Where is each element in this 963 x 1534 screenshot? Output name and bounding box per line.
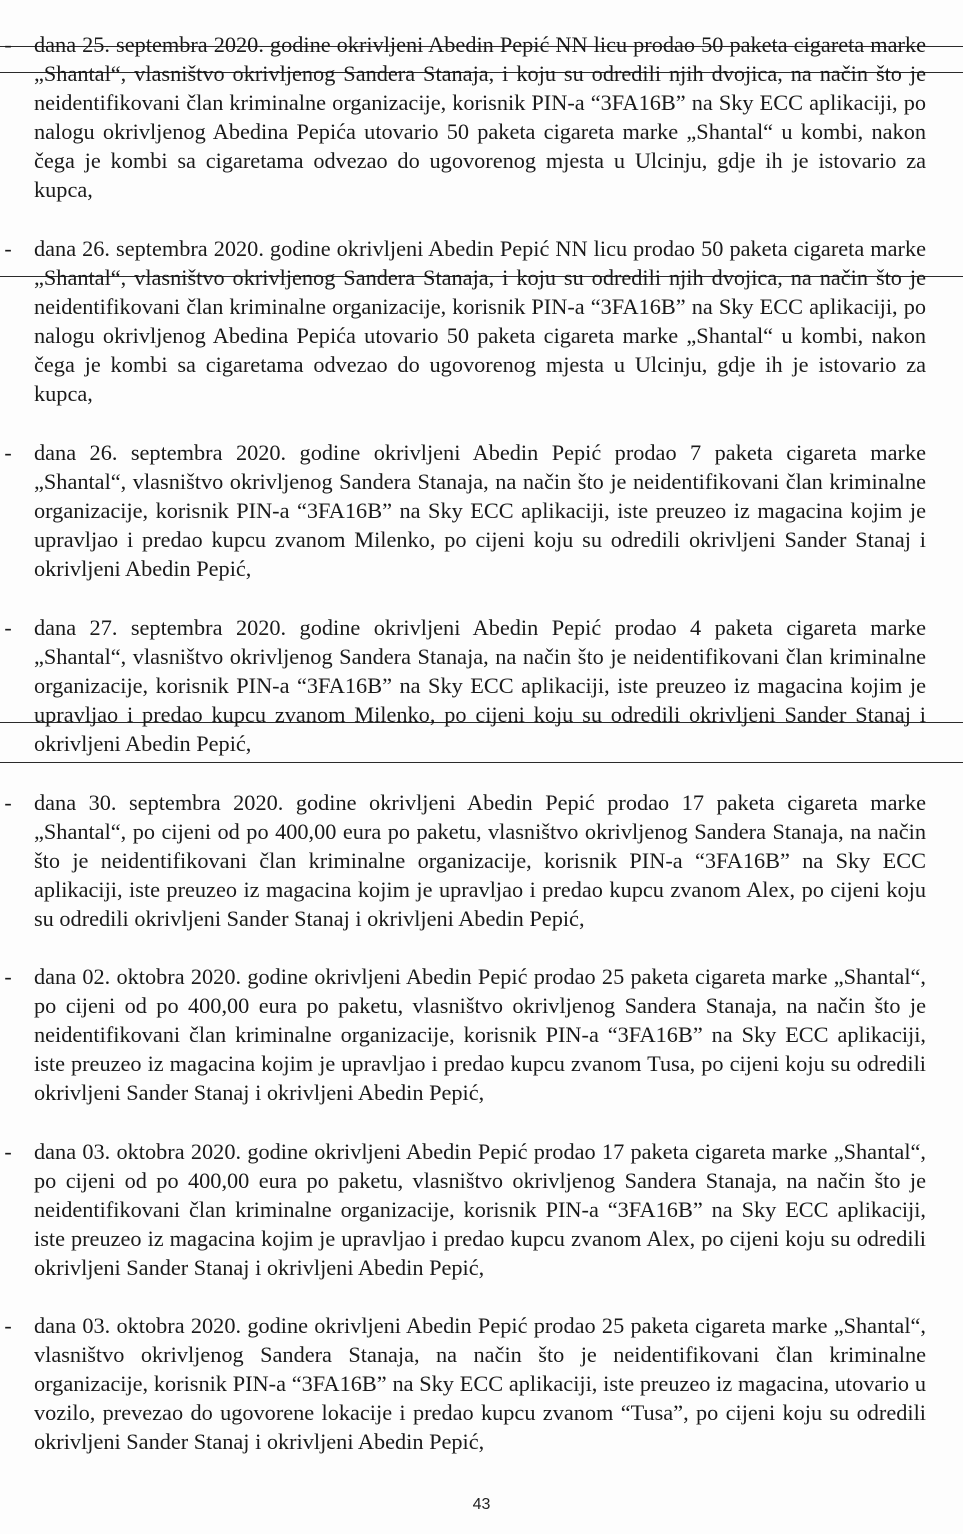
paragraph-text: dana 25. septembra 2020. godine okrivljeni Abedin Pepić NN licu prodao 50 paketa cigareta marke „Shantal“, vlasništvo okrivljenog Sandera Stanaja, i koju su odredili njih dvojica, na način što je neidentifikovani član kriminalne organizacije, korisnik PIN-a “3FA16B” na Sky ECC aplikaciji, po nalogu okrivljenog Abedina Pepića utovario 50 paketa cigareta marke „Shantal“ u kombi, nakon čega je kombi sa cigaretama odvezao do ugovorenog mjesta u Ulcinju, gdje ih je istovario za kupca, (34, 32, 926, 203)
paragraph-text: dana 03. oktobra 2020. godine okrivljeni Abedin Pepić prodao 25 paketa cigareta marke „Shantal“, vlasništvo okrivljenog Sandera Stanaja, na način što je neidentifikovani član kriminalne organizacije, korisnik PIN-a “3FA16B” na Sky ECC aplikaciji, iste preuzeo iz magacina, utovario u vozilo, prevezao do ugovorene lokacije i predao kupcu zvanom “Tusa”, po cijeni koju su odredili okrivljeni Sander Stanaj i okrivljeni Abedin Pepić, (34, 1313, 926, 1455)
list-bullet: - (4, 1313, 12, 1338)
page-number: 43 (472, 1496, 491, 1513)
list-bullet: - (4, 236, 12, 261)
list-bullet: - (4, 615, 12, 640)
paragraph-text: dana 26. septembra 2020. godine okrivljeni Abedin Pepić prodao 7 paketa cigareta marke „Shantal“, vlasništvo okrivljenog Sandera Stanaja, na način što je neidentifikovani član kriminalne organizacije, korisnik PIN-a “3FA16B” na Sky ECC aplikaciji, iste preuzeo iz magacina kojim je upravljao i predao kupcu zvanom Milenko, po cijeni koju su odredili okrivljeni Sander Stanaj i okrivljeni Abedin Pepić, (34, 440, 926, 582)
list-bullet: - (4, 32, 12, 57)
paragraph-text: dana 03. oktobra 2020. godine okrivljeni Abedin Pepić prodao 17 paketa cigareta marke „Shantal“, po cijeni od po 400,00 eura po paketu, vlasništvo okrivljenog Sandera Stanaja, na način što je neidentifikovani član kriminalne organizacije, korisnik PIN-a “3FA16B” na Sky ECC aplikaciji, iste preuzeo iz magacina kojim je upravljao i predao kupcu zvanom Alex, po cijeni koju su odredili okrivljeni Sander Stanaj i okrivljeni Abedin Pepić, (34, 1139, 926, 1281)
list-bullet: - (4, 964, 12, 989)
list-bullet: - (4, 440, 12, 465)
list-bullet: - (4, 790, 12, 815)
paragraph-text: dana 27. septembra 2020. godine okrivljeni Abedin Pepić prodao 4 paketa cigareta marke „Shantal“, vlasništvo okrivljenog Sandera Stanaja, na način što je neidentifikovani član kriminalne organizacije, korisnik PIN-a “3FA16B” na Sky ECC aplikaciji, iste preuzeo iz magacina kojim je upravljao i predao kupcu zvanom Milenko, po cijeni koju su odredili okrivljeni Sander Stanaj i okrivljeni Abedin Pepić, (34, 615, 926, 757)
scan-rule-line (0, 762, 963, 763)
paragraph-text: dana 30. septembra 2020. godine okrivljeni Abedin Pepić prodao 17 paketa cigareta marke „Shantal“, po cijeni od po 400,00 eura po paketu, vlasništvo okrivljenog Sandera Stanaja, na način što je neidentifikovani član kriminalne organizacije, korisnik PIN-a “3FA16B” na Sky ECC aplikaciji, iste preuzeo iz magacina kojim je upravljao i predao kupcu zvanom Alex, po cijeni koju su odredili okrivljeni Sander Stanaj i okrivljeni Abedin Pepić, (34, 790, 926, 932)
list-bullet: - (4, 1139, 12, 1164)
paragraph-text: dana 02. oktobra 2020. godine okrivljeni Abedin Pepić prodao 25 paketa cigareta marke „Shantal“, po cijeni od po 400,00 eura po paketu, vlasništvo okrivljenog Sandera Stanaja, na način što je neidentifikovani član kriminalne organizacije, korisnik PIN-a “3FA16B” na Sky ECC aplikaciji, iste preuzeo iz magacina kojim je upravljao i predao kupcu zvanom Tusa, po cijeni koju su odredili okrivljeni Sander Stanaj i okrivljeni Abedin Pepić, (34, 964, 926, 1106)
paragraph-text: dana 26. septembra 2020. godine okrivljeni Abedin Pepić NN licu prodao 50 paketa cigareta marke „Shantal“, vlasništvo okrivljenog Sandera Stanaja, i koju su odredili njih dvojica, na način što je neidentifikovani član kriminalne organizacije, korisnik PIN-a “3FA16B” na Sky ECC aplikaciji, po nalogu okrivljenog Abedina Pepića utovario 50 paketa cigareta marke „Shantal“ u kombi, nakon čega je kombi sa cigaretama odvezao do ugovorenog mjesta u Ulcinju, gdje ih je istovario za kupca, (34, 236, 926, 407)
